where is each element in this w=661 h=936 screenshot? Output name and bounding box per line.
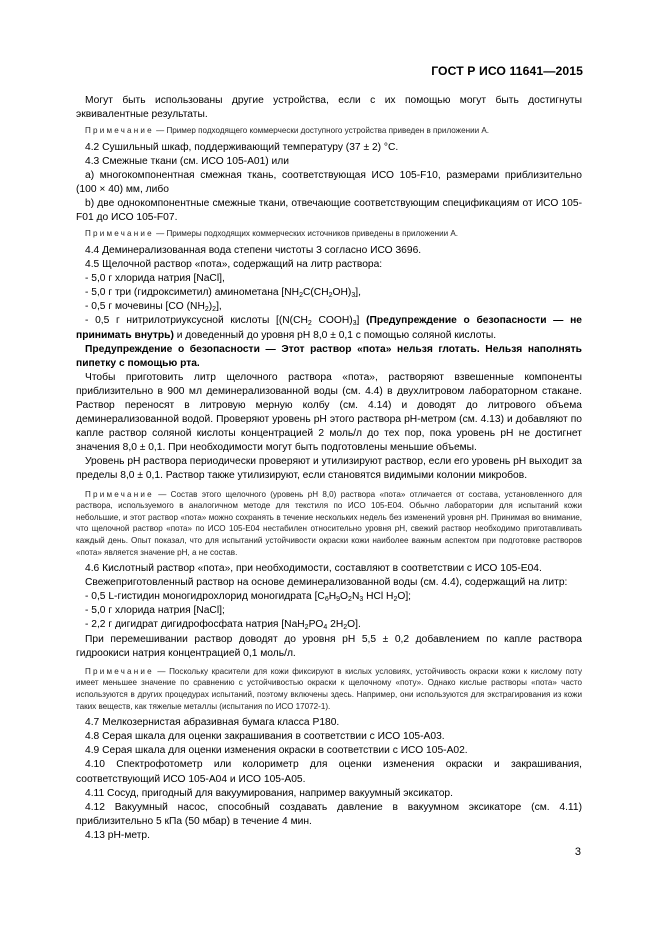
- item-4-8: 4.8 Серая шкала для оценки закрашивания в соответствии с ИСО 105-A03.: [85, 731, 445, 743]
- item-4-5: 4.5 Щелочной раствор «пота», содержащий на литр раствора:: [85, 259, 383, 271]
- list-item: - 0,5 г нитрилотриуксусной кислоты [($N(CH_2$ $COOH)_3$] (Предупреждение о безопасности — не принимать внутрь) и доведенный до уровня pH 8,0 ± 0,1 с помощью соляной кислоты.: [76, 315, 582, 341]
- note-text: Поскольку красители для кожи фиксируют в кислых условиях, устойчивость окраски кожи к кислому поту имеет меньшее значение по сравнению с устойчивостью окраски к щелочному «поту». Однако кислые растворы «пота» часто используются в других процедурах испытаний, поэтому включены здесь. Например, они используются для экстрагирования из кожи таких веществ, как тяжелые металлы (испытания по ИСО 17072-1).: [76, 666, 582, 711]
- item-4-2: 4.2 Сушильный шкаф, поддерживающий температуру (37 ± 2) °C.: [85, 141, 399, 153]
- ph-check-paragraph: Уровень pH раствора периодически проверяют и утилизируют раствор, если его уровень pH выходит за пределы 8,0 ± 0,1. Раствор также утилизируют, если становятся видимыми колонии микробов.: [76, 456, 582, 482]
- item-4-7: 4.7 Мелкозернистая абразивная бумага класса P180.: [85, 717, 340, 729]
- standard-header: ГОСТ Р ИСО 11641—2015: [431, 64, 583, 78]
- item-4-9: 4.9 Серая шкала для оценки изменения окраски в соответствии с ИСО 105-A02.: [85, 745, 468, 757]
- item-4-3-b: b) две однокомпонентные смежные ткани, отвечающие соответствующим спецификациям от ИСО 105-F01 до ИСО 105-F07.: [76, 198, 582, 224]
- note-label: Примечание: [85, 666, 154, 676]
- item-4-3-a: а) многокомпонентная смежная ткань, соответствующая ИСО 105-F10, размерами приблизительно (100 × 40) мм, либо: [76, 169, 582, 196]
- item-4-11: 4.11 Сосуд, пригодный для вакуумирования, например вакуумный эксикатор.: [85, 787, 453, 799]
- list-item: - 5,0 г хлорида натрия [NaCl];: [85, 605, 225, 617]
- note-label: Примечание: [85, 229, 154, 239]
- item-4-10: 4.10 Спектрофотометр или колориметр для оценки изменения окраски и закрашивания, соответствующий ИСО 105-A04 и ИСО 105-A05.: [76, 759, 582, 785]
- list-item: - 5,0 г хлорида натрия [NaCl],: [85, 273, 225, 285]
- safety-warning-inline: (Предупреждение о безопасности — не принимать внутрь): [76, 315, 582, 341]
- item-4-3: 4.3 Смежные ткани (см. ИСО 105-A01) или: [85, 155, 289, 167]
- note-text: Состав этого щелочного (уровень pH 8,0) раствора «пота» отличается от состава, установленного для раствора, используемого в аналогичном методе для текстиля по ИСО 105-E04. Обычно лаборатории для испытаний кожи небольшие, и этот раствор «пота» можно сохранять в течение нескольких недель без изменений уровня pH. Принимая во внимание, что щелочной раствор «пота» по ИСО 105-E04 нестабилен относительно уровня pH, свежий раствор необходимо приготавливать каждый день. Опыт показал, что для испытаний устойчивости окраски кожи наиболее важным аспектом при подготовке растворов «пота» является значение pH, а не состав.: [76, 489, 582, 557]
- note-dash: —: [153, 489, 171, 499]
- note-label: Примечание: [85, 126, 154, 136]
- safety-warning: Предупреждение о безопасности — Этот раствор «пота» нельзя глотать. Нельзя наполнять пипетку с помощью рта.: [76, 343, 582, 369]
- item-4-4: 4.4 Деминерализованная вода степени чистоты 3 согласно ИСО 3696.: [85, 244, 422, 256]
- item-4-12: 4.12 Вакуумный насос, способный создавать давление в вакуумном эксикаторе (см. 4.11) приблизительно 5 кПа (50 мбар) в течение 4 мин.: [76, 801, 582, 827]
- note-dash: —: [153, 229, 167, 239]
- note-2: [76, 228, 582, 240]
- note-text: Пример подходящего коммерчески доступного устройства приведен в приложении А.: [166, 126, 490, 136]
- list-item: - 5,0 г три (гидроксиметил) аминометана $[NH_2C(CH_2OH)_3]$,: [85, 287, 361, 300]
- fresh-solution-paragraph: Свежеприготовленный раствор на основе деминерализованной воды (см. 4.4), содержащий на литр:: [85, 577, 568, 589]
- note-text: Примеры подходящих коммерческих источников приведены в приложении А.: [166, 229, 459, 239]
- list-item: - 0,5 L-гистидин моногидрохлорид моногидрата [$C_6H_9O_2N_3$ HCl $H_2O$];: [85, 591, 412, 604]
- item-4-13: 4.13 pH-метр.: [85, 829, 150, 841]
- list-item: - 0,5 г мочевины [CO $(NH_2)_2$],: [85, 301, 222, 314]
- note-label: Примечание: [85, 489, 154, 499]
- page-number: 3: [574, 846, 581, 858]
- document-body: [76, 94, 582, 843]
- intro-paragraph: Могут быть использованы другие устройства, если с их помощью могут быть достигнуты эквивалентные результаты.: [76, 95, 582, 121]
- note-1: [76, 125, 582, 137]
- list-item: - 2,2 г дигидрат дигидрофосфата натрия [$NaH_2PO_4$ $2H_2O$].: [85, 619, 361, 632]
- stirring-paragraph: При перемешивании раствор доводят до уровня pH 5,5 ± 0,2 добавлением по капле раствора гидроокиси натрия концентрацией 0,1 моль/л.: [76, 633, 582, 659]
- note-dash: —: [153, 126, 167, 136]
- note-4: [76, 666, 582, 712]
- item-4-6: 4.6 Кислотный раствор «пота», при необходимости, составляют в соответствии с ИСО 105-E04.: [85, 563, 542, 575]
- note-3: [76, 489, 582, 559]
- note-dash: —: [153, 666, 170, 676]
- preparation-paragraph: Чтобы приготовить литр щелочного раствора «пота», растворяют взвешенные компоненты приблизительно в 900 мл деминерализованной воды (см. 4.4) в двухлитровом лабораторном стакане. Раствор переносят в литровую мерную колбу (см. 4.14) и доводят до литрового объема деминерализованной водой. Проверяют уровень pH этого раствора pH-метром (см. 4.13) и добавляют по капле раствор соляной кислоты концентрацией 2 моль/л до тех пор, пока уровень pH не достигнет значения 8,0 ± 0,1. При необходимости могут быть подготовлены меньшие объемы.: [76, 371, 582, 454]
